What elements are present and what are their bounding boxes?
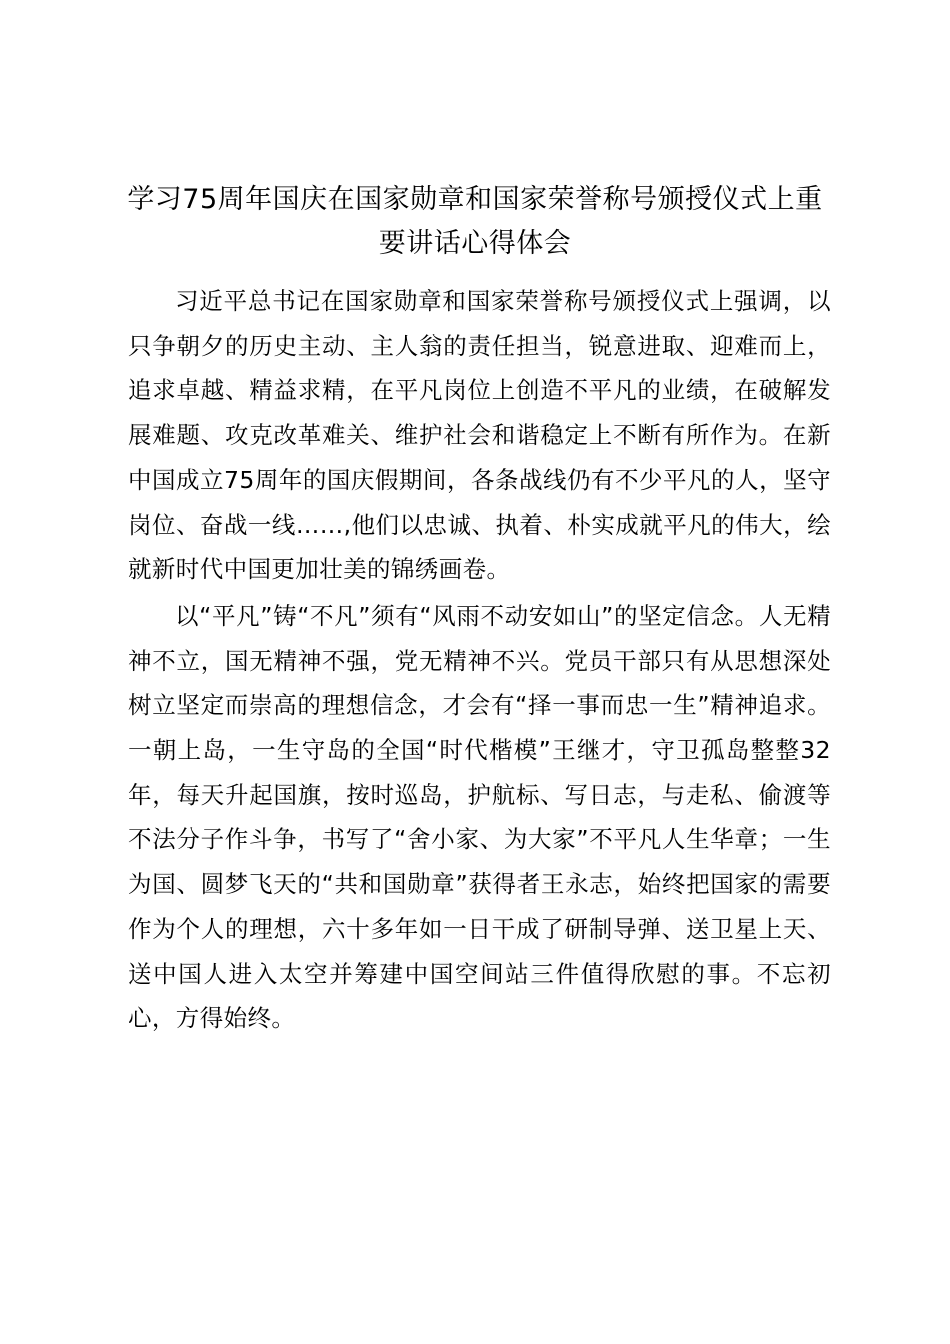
document-body: [128, 279, 831, 1043]
document-title: 学习75周年国庆在国家勋章和国家荣誉称号颁授仪式上重要讲话心得体会: [127, 184, 823, 259]
paragraph-1: 习近平总书记在国家勋章和国家荣誉称号颁授仪式上强调，以只争朝夕的历史主动、主人翁的责任担当，锐意进取、迎难而上，追求卓越、精益求精，在平凡岗位上创造不平凡的业绩，在破解发展难题、攻克改革难关、维护社会和谐稳定上不断有所作为。在新中国成立75周年的国庆假期间，各条战线仍有不少平凡的人，坚守岗位、奋战一线……,他们以忠诚、执着、朴实成就平凡的伟大，绘就新时代中国更加壮美的锦绣画卷。: [128, 287, 831, 584]
paragraph-2: 以“平凡”铸“不凡”须有“风雨不动安如山”的坚定信念。人无精神不立，国无精神不强，党无精神不兴。党员干部只有从思想深处树立坚定而崇高的理想信念，才会有“择一事而忠一生”精神追求。一朝上岛，一生守岛的全国“时代楷模”王继才，守卫孤岛整整32年，每天升起国旗，按时巡岛，护航标、写日志，与走私、偷渡等不法分子作斗争，书写了“舍小家、为大家”不平凡人生华章；一生为国、圆梦飞天的“共和国勋章”获得者王永志，始终把国家的需要作为个人的理想，六十多年如一日干成了研制导弹、送卫星上天、送中国人进入太空并筹建中国空间站三件值得欣慰的事。不忘初心，方得始终。: [128, 601, 831, 1033]
